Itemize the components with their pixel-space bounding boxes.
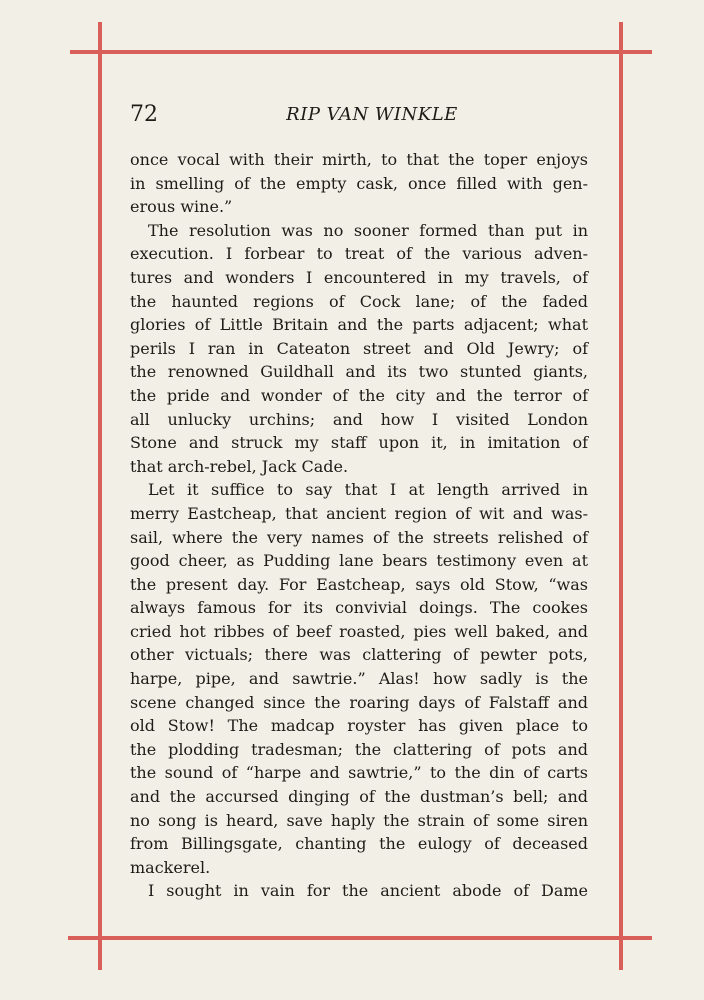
text-line: always famous for its convivial doings. The cookes	[130, 598, 588, 618]
text-line: in smelling of the empty cask, once filled with gen-	[130, 173, 588, 193]
page-number: 72	[130, 102, 158, 127]
text-line: scene changed since the roaring days of Falstaff and	[130, 692, 588, 712]
text-line: all unlucky urchins; and how I visited London	[130, 409, 588, 429]
body-text	[130, 148, 588, 903]
text-line: perils I ran in Cateaton street and Old Jewry; of	[130, 338, 588, 358]
text-line: erous wine.”	[130, 197, 233, 217]
text-line: no song is heard, save haply the strain of some siren	[130, 810, 588, 830]
text-line: the haunted regions of Cock lane; of the faded	[130, 291, 588, 311]
text-line: execution. I forbear to treat of the various adven-	[130, 244, 588, 264]
frame-rule-bottom	[68, 936, 652, 940]
text-line: the plodding tradesman; the clattering of pots and	[130, 739, 588, 759]
text-line: The resolution was no sooner formed than put in	[148, 220, 588, 240]
text-line: tures and wonders I encountered in my travels, of	[130, 267, 588, 287]
text-line: and the accursed dinging of the dustman’s bell; and	[130, 787, 588, 807]
text-line: sail, where the very names of the streets relished of	[130, 527, 588, 547]
text-line: Stone and struck my staff upon it, in imitation of	[130, 433, 588, 453]
text-line: glories of Little Britain and the parts adjacent; what	[130, 315, 588, 335]
text-line: the sound of “harpe and sawtrie,” to the din of carts	[130, 763, 588, 783]
text-line: mackerel.	[130, 857, 211, 877]
text-line: other victuals; there was clattering of pewter pots,	[130, 645, 588, 665]
text-line: Let it suffice to say that I at length arrived in	[148, 480, 588, 500]
running-head: RIP VAN WINKLE	[286, 104, 458, 125]
text-line: merry Eastcheap, that ancient region of wit and was-	[130, 503, 588, 523]
text-line: harpe, pipe, and sawtrie.” Alas! how sadly is the	[130, 669, 588, 689]
frame-rule-top	[70, 50, 652, 54]
text-line: the renowned Guildhall and its two stunted giants,	[130, 362, 588, 382]
text-line: I sought in vain for the ancient abode of Dame	[148, 881, 588, 901]
text-line: old Stow! The madcap royster has given place to	[130, 716, 588, 736]
page-header	[130, 100, 588, 130]
text-line: the present day. For Eastcheap, says old Stow, “was	[130, 574, 588, 594]
text-line: that arch-rebel, Jack Cade.	[130, 456, 349, 476]
frame-rule-right	[619, 22, 623, 970]
text-line: from Billingsgate, chanting the eulogy of deceased	[130, 834, 588, 854]
text-line: good cheer, as Pudding lane bears testimony even at	[130, 551, 588, 571]
text-line: cried hot ribbes of beef roasted, pies well baked, and	[130, 621, 588, 641]
frame-rule-left	[98, 22, 102, 970]
text-line: the pride and wonder of the city and the terror of	[130, 385, 588, 405]
text-line: once vocal with their mirth, to that the toper enjoys	[130, 150, 588, 169]
